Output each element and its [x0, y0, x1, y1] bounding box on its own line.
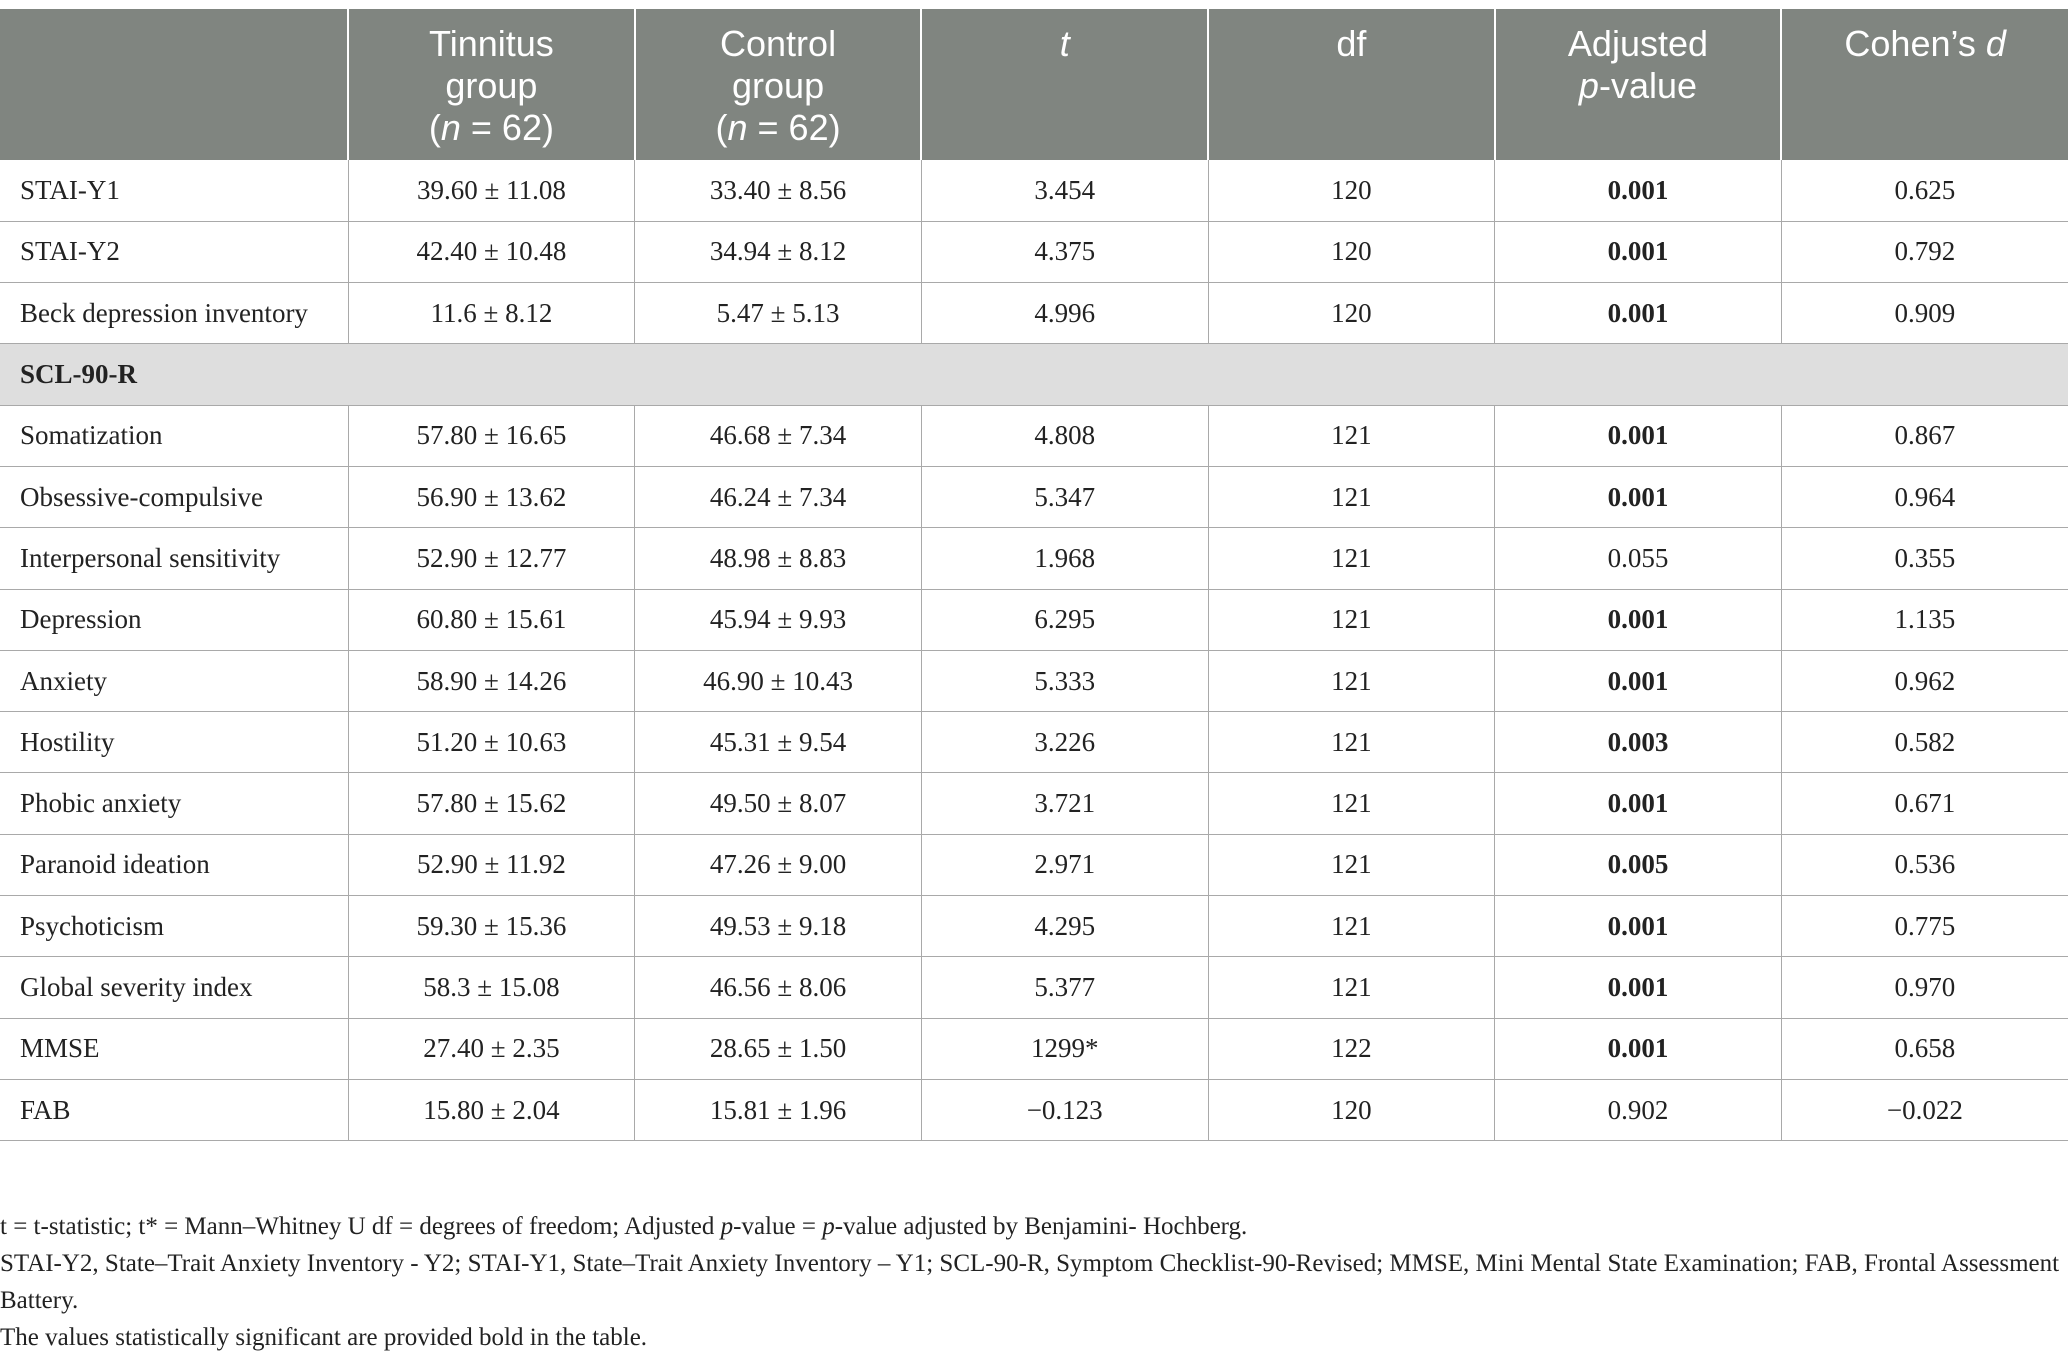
table-row — [0, 957, 2068, 1018]
cell-t-value: 6.295 — [921, 589, 1208, 650]
cell-cohens-d-value: 1.135 — [1781, 589, 2068, 650]
cell-measure: Psychoticism — [0, 896, 348, 957]
footnote-p-italic-2: p — [822, 1213, 835, 1240]
table-row — [0, 589, 2068, 650]
cell-control-value: 46.68 ± 7.34 — [635, 405, 922, 466]
cell-cohens-d-value: 0.775 — [1781, 896, 2068, 957]
header-adjusted-line2: -value — [1598, 65, 1698, 106]
cell-df-value: 121 — [1208, 896, 1495, 957]
header-df: df — [1208, 9, 1495, 160]
header-measure — [0, 9, 348, 160]
cell-measure: Beck depression inventory — [0, 283, 348, 344]
cell-cohens-d-value: 0.867 — [1781, 405, 2068, 466]
cell-t-value: 4.808 — [921, 405, 1208, 466]
cell-tinnitus-value: 52.90 ± 11.92 — [348, 834, 635, 895]
cell-cohens-d-value: 0.964 — [1781, 466, 2068, 527]
table-body — [0, 160, 2068, 1141]
header-row — [0, 9, 2068, 160]
cell-adjusted-p-value: 0.902 — [1495, 1079, 1782, 1140]
header-tinnitus-line3-pre: ( — [428, 107, 441, 148]
cell-control-value: 46.56 ± 8.06 — [635, 957, 922, 1018]
table-row — [0, 650, 2068, 711]
table-row — [0, 834, 2068, 895]
cell-adjusted-p-value: 0.001 — [1495, 589, 1782, 650]
cell-df-value: 121 — [1208, 834, 1495, 895]
cell-df-value: 120 — [1208, 221, 1495, 282]
table-row — [0, 160, 2068, 221]
cell-tinnitus-value: 56.90 ± 13.62 — [348, 466, 635, 527]
cell-cohens-d-value: 0.970 — [1781, 957, 2068, 1018]
cell-control-value: 45.94 ± 9.93 — [635, 589, 922, 650]
cell-adjusted-p-value: 0.001 — [1495, 896, 1782, 957]
header-cohens-d — [1781, 9, 2068, 160]
cell-cohens-d-value: 0.671 — [1781, 773, 2068, 834]
cell-tinnitus-value: 58.90 ± 14.26 — [348, 650, 635, 711]
footnote-text-a: t = t-statistic; t* = Mann–Whitney U df = degrees of freedom; Adjusted — [0, 1213, 721, 1240]
cell-adjusted-p-value: 0.005 — [1495, 834, 1782, 895]
cell-df-value: 121 — [1208, 773, 1495, 834]
cell-measure: Hostility — [0, 712, 348, 773]
header-tinnitus-line1: Tinnitus — [429, 23, 554, 64]
cell-control-value: 5.47 ± 5.13 — [635, 283, 922, 344]
table-footnotes — [0, 1208, 2060, 1356]
cell-adjusted-p-value: 0.001 — [1495, 283, 1782, 344]
cell-tinnitus-value: 42.40 ± 10.48 — [348, 221, 635, 282]
footnote-abbreviations-measures: STAI-Y2, State–Trait Anxiety Inventory - Y2; STAI-Y1, State–Trait Anxiety Inventory – Y1; SCL-90-R, Symptom Checklist-90-Revised; MMSE, Mini Mental State Examination; FAB, Frontal Assessment Battery. — [0, 1250, 2060, 1314]
header-cohens-pre: Cohen’s — [1844, 23, 1986, 64]
cell-df-value: 121 — [1208, 650, 1495, 711]
cell-measure: STAI-Y2 — [0, 221, 348, 282]
header-control-group — [635, 9, 922, 160]
header-t — [921, 9, 1208, 160]
cell-tinnitus-value: 52.90 ± 12.77 — [348, 528, 635, 589]
cell-control-value: 34.94 ± 8.12 — [635, 221, 922, 282]
header-cohens-d-letter: d — [1985, 23, 2006, 64]
cell-tinnitus-value: 15.80 ± 2.04 — [348, 1079, 635, 1140]
cell-adjusted-p-value: 0.001 — [1495, 773, 1782, 834]
cell-t-value: −0.123 — [921, 1079, 1208, 1140]
results-table — [0, 9, 2068, 1141]
cell-t-value: 5.347 — [921, 466, 1208, 527]
header-tinnitus-n: n — [440, 107, 461, 148]
cell-adjusted-p-value: 0.001 — [1495, 221, 1782, 282]
cell-cohens-d-value: 0.658 — [1781, 1018, 2068, 1079]
cell-measure: Somatization — [0, 405, 348, 466]
cell-df-value: 120 — [1208, 283, 1495, 344]
cell-control-value: 47.26 ± 9.00 — [635, 834, 922, 895]
cell-control-value: 15.81 ± 1.96 — [635, 1079, 922, 1140]
cell-t-value: 4.295 — [921, 896, 1208, 957]
table-row — [0, 283, 2068, 344]
header-control-line3-post: = 62) — [747, 107, 841, 148]
cell-adjusted-p-value: 0.001 — [1495, 650, 1782, 711]
cell-tinnitus-value: 11.6 ± 8.12 — [348, 283, 635, 344]
cell-t-value: 2.971 — [921, 834, 1208, 895]
cell-control-value: 28.65 ± 1.50 — [635, 1018, 922, 1079]
cell-t-value: 4.996 — [921, 283, 1208, 344]
cell-t-value: 4.375 — [921, 221, 1208, 282]
cell-tinnitus-value: 58.3 ± 15.08 — [348, 957, 635, 1018]
cell-adjusted-p-value: 0.001 — [1495, 957, 1782, 1018]
header-t-label: t — [1059, 23, 1070, 64]
cell-adjusted-p-value: 0.001 — [1495, 405, 1782, 466]
header-adjusted-p-letter: p — [1578, 65, 1599, 106]
cell-cohens-d-value: 0.536 — [1781, 834, 2068, 895]
cell-t-value: 5.333 — [921, 650, 1208, 711]
cell-tinnitus-value: 51.20 ± 10.63 — [348, 712, 635, 773]
table-header — [0, 9, 2068, 160]
cell-df-value: 121 — [1208, 466, 1495, 527]
header-tinnitus-line2: group — [445, 65, 538, 106]
cell-adjusted-p-value: 0.001 — [1495, 160, 1782, 221]
cell-cohens-d-value: 0.355 — [1781, 528, 2068, 589]
header-control-line1: Control — [720, 23, 837, 64]
cell-df-value: 121 — [1208, 528, 1495, 589]
footnote-text-b: -value = — [733, 1213, 823, 1240]
cell-t-value: 3.454 — [921, 160, 1208, 221]
header-tinnitus-line3-post: = 62) — [460, 107, 554, 148]
cell-tinnitus-value: 27.40 ± 2.35 — [348, 1018, 635, 1079]
header-adjusted-p — [1495, 9, 1782, 160]
cell-cohens-d-value: 0.582 — [1781, 712, 2068, 773]
cell-measure: Anxiety — [0, 650, 348, 711]
footnote-p-italic-1: p — [720, 1213, 734, 1240]
header-adjusted-line1: Adjusted — [1567, 23, 1709, 64]
cell-cohens-d-value: 0.909 — [1781, 283, 2068, 344]
cell-tinnitus-value: 39.60 ± 11.08 — [348, 160, 635, 221]
cell-adjusted-p-value: 0.001 — [1495, 1018, 1782, 1079]
cell-measure: MMSE — [0, 1018, 348, 1079]
cell-df-value: 121 — [1208, 712, 1495, 773]
cell-measure: Phobic anxiety — [0, 773, 348, 834]
section-label: SCL-90-R — [0, 344, 2068, 405]
table-row — [0, 712, 2068, 773]
header-control-n: n — [727, 107, 748, 148]
cell-cohens-d-value: 0.792 — [1781, 221, 2068, 282]
cell-df-value: 120 — [1208, 160, 1495, 221]
cell-t-value: 3.721 — [921, 773, 1208, 834]
cell-t-value: 1299* — [921, 1018, 1208, 1079]
cell-control-value: 33.40 ± 8.56 — [635, 160, 922, 221]
header-control-line3-pre: ( — [715, 107, 728, 148]
cell-df-value: 121 — [1208, 405, 1495, 466]
table-row — [0, 221, 2068, 282]
cell-measure: Obsessive-compulsive — [0, 466, 348, 527]
cell-control-value: 45.31 ± 9.54 — [635, 712, 922, 773]
cell-adjusted-p-value: 0.001 — [1495, 466, 1782, 527]
table-row — [0, 466, 2068, 527]
cell-measure: STAI-Y1 — [0, 160, 348, 221]
cell-tinnitus-value: 57.80 ± 15.62 — [348, 773, 635, 834]
cell-cohens-d-value: 0.625 — [1781, 160, 2068, 221]
cell-df-value: 121 — [1208, 957, 1495, 1018]
cell-measure: Global severity index — [0, 957, 348, 1018]
table-row — [0, 896, 2068, 957]
footnote-text-c: -value adjusted by Benjamini- Hochberg. — [834, 1213, 1248, 1240]
table-row — [0, 1018, 2068, 1079]
cell-measure: Paranoid ideation — [0, 834, 348, 895]
cell-measure: FAB — [0, 1079, 348, 1140]
footnote-abbreviations-stats — [0, 1208, 2060, 1245]
header-tinnitus-group — [348, 9, 635, 160]
cell-control-value: 46.24 ± 7.34 — [635, 466, 922, 527]
cell-df-value: 121 — [1208, 589, 1495, 650]
table-row — [0, 405, 2068, 466]
cell-df-value: 120 — [1208, 1079, 1495, 1140]
cell-cohens-d-value: −0.022 — [1781, 1079, 2068, 1140]
cell-df-value: 122 — [1208, 1018, 1495, 1079]
table-row — [0, 773, 2068, 834]
cell-control-value: 49.53 ± 9.18 — [635, 896, 922, 957]
table-row — [0, 1079, 2068, 1140]
footnote-bold-note: The values statistically significant are provided bold in the table. — [0, 1324, 648, 1351]
cell-control-value: 49.50 ± 8.07 — [635, 773, 922, 834]
cell-t-value: 3.226 — [921, 712, 1208, 773]
cell-tinnitus-value: 59.30 ± 15.36 — [348, 896, 635, 957]
section-row-scl-90-r — [0, 344, 2068, 405]
cell-adjusted-p-value: 0.055 — [1495, 528, 1782, 589]
cell-control-value: 46.90 ± 10.43 — [635, 650, 922, 711]
table-row — [0, 528, 2068, 589]
cell-measure: Interpersonal sensitivity — [0, 528, 348, 589]
cell-t-value: 5.377 — [921, 957, 1208, 1018]
cell-measure: Depression — [0, 589, 348, 650]
cell-adjusted-p-value: 0.003 — [1495, 712, 1782, 773]
cell-t-value: 1.968 — [921, 528, 1208, 589]
cell-tinnitus-value: 57.80 ± 16.65 — [348, 405, 635, 466]
header-control-line2: group — [732, 65, 825, 106]
cell-tinnitus-value: 60.80 ± 15.61 — [348, 589, 635, 650]
cell-cohens-d-value: 0.962 — [1781, 650, 2068, 711]
cell-control-value: 48.98 ± 8.83 — [635, 528, 922, 589]
